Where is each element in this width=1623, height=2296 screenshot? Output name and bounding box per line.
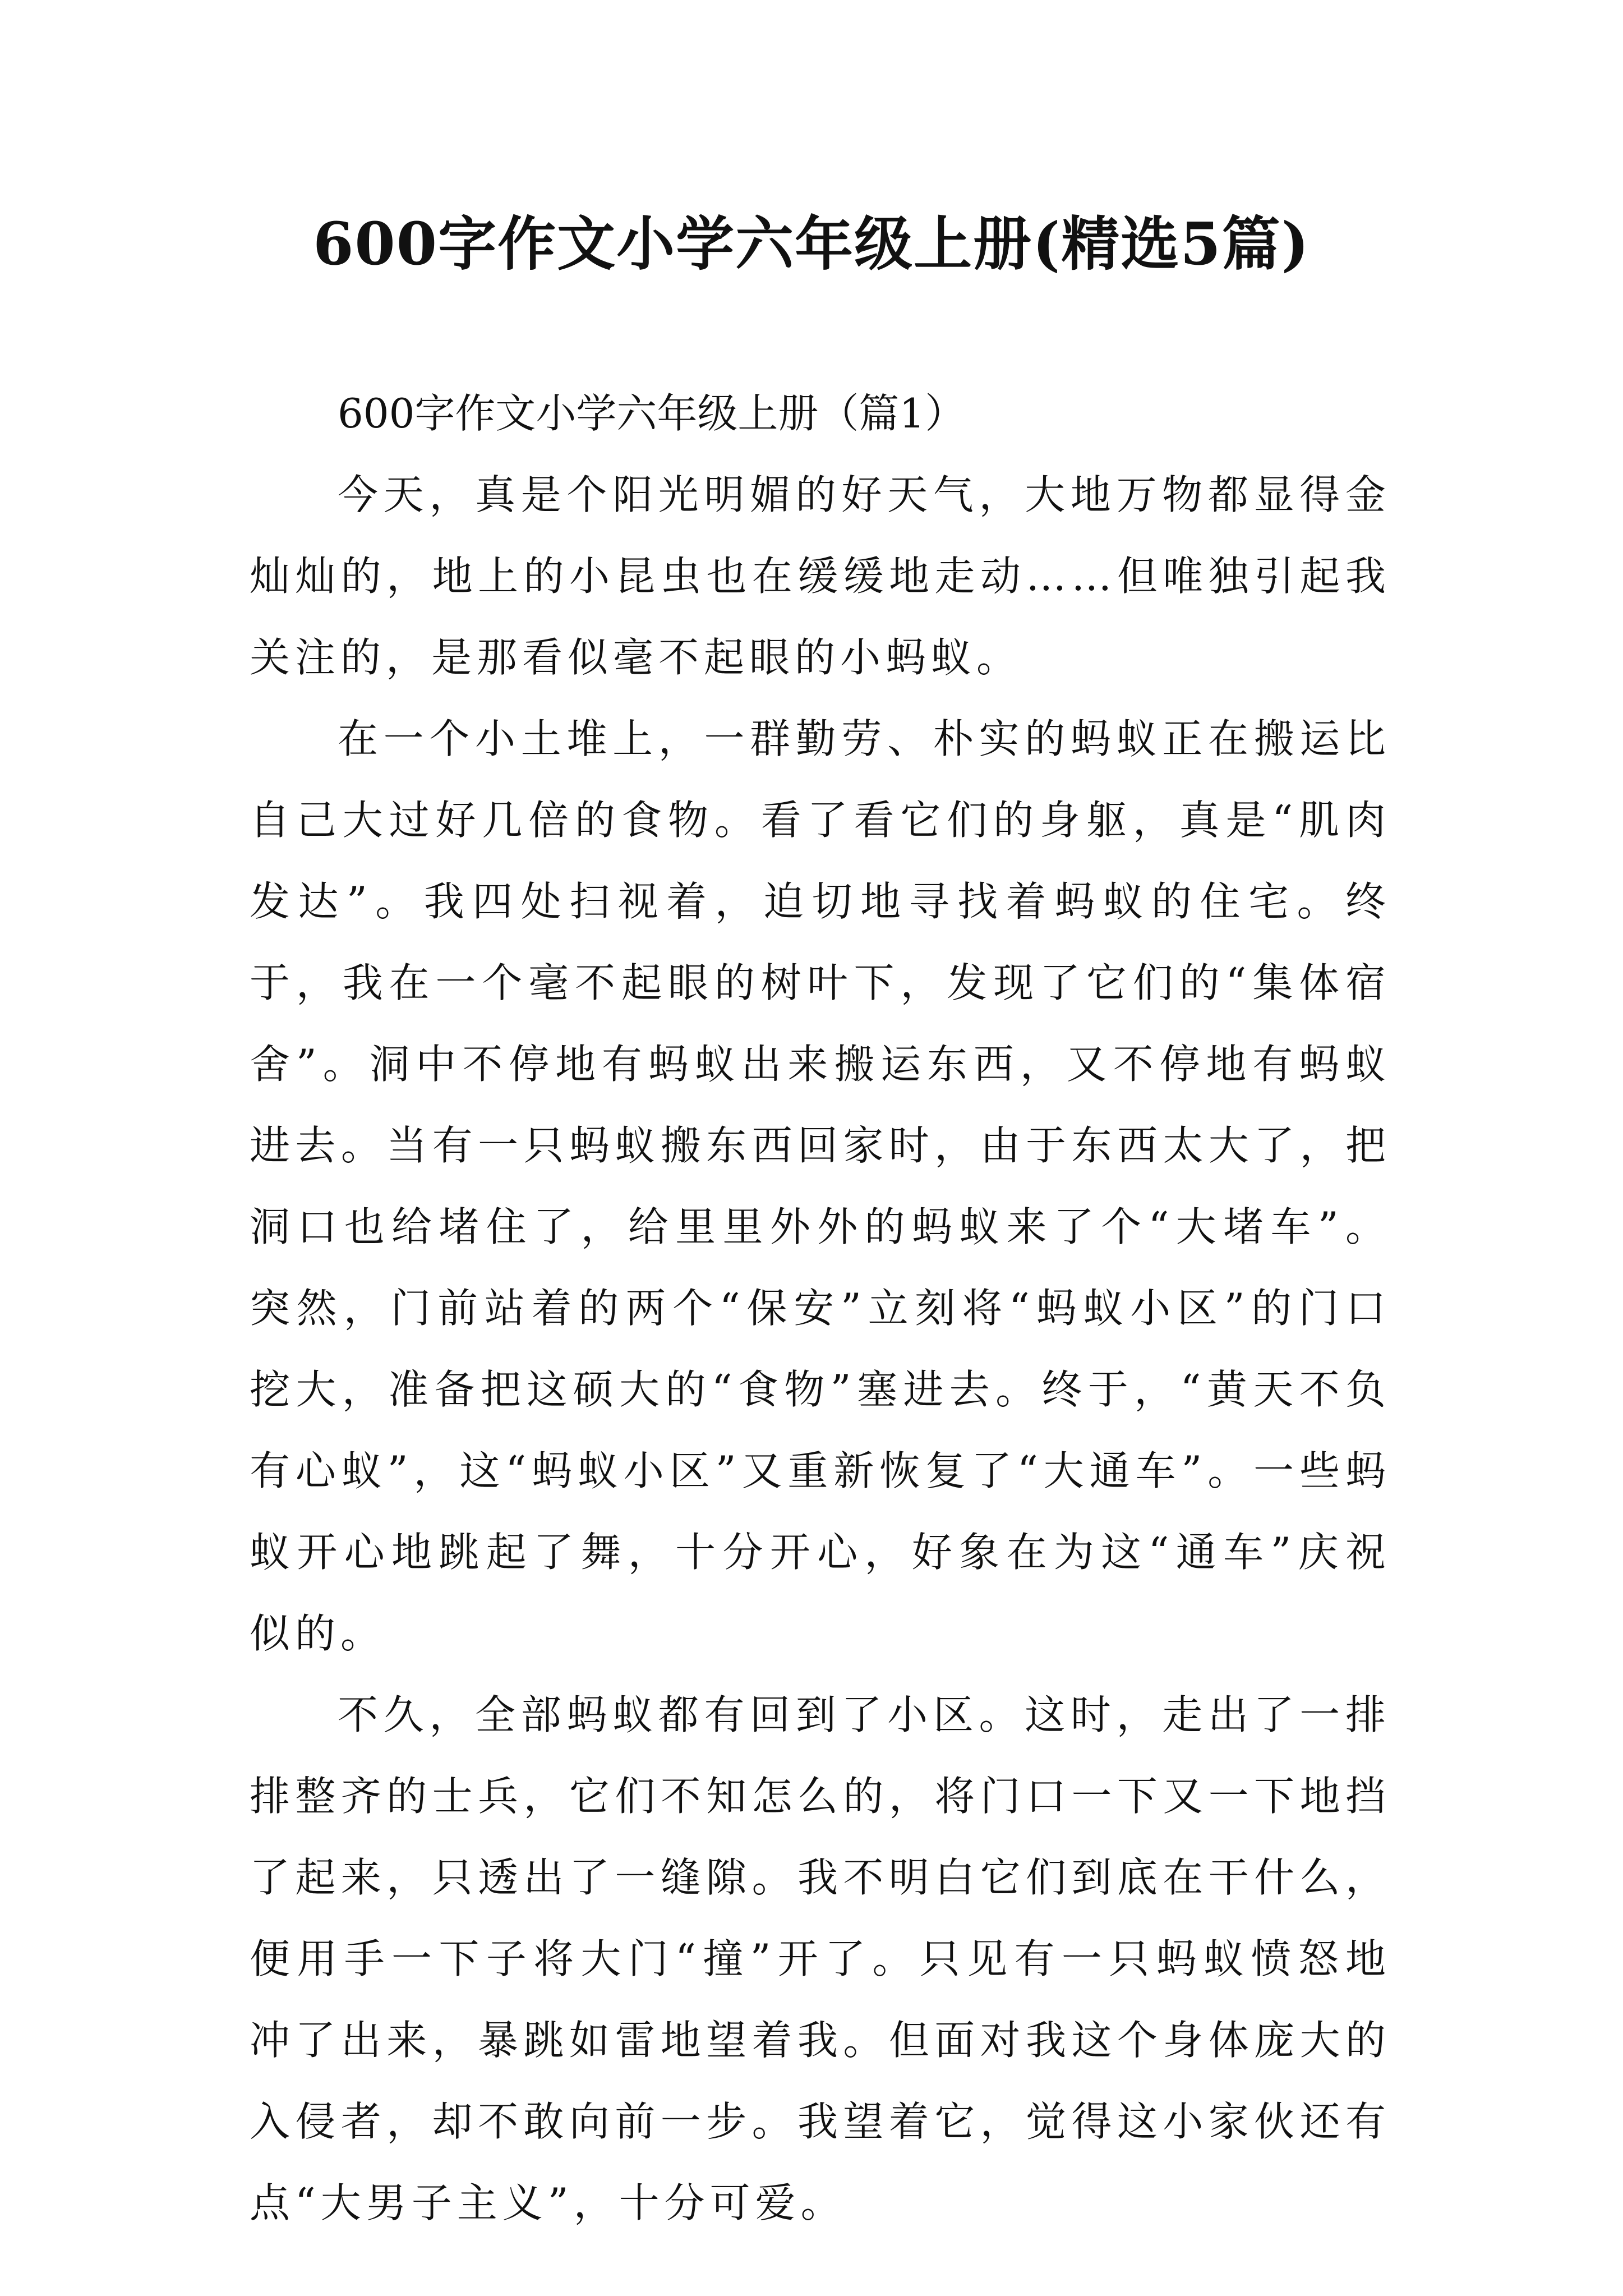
paragraph-3: 不久，全部蚂蚁都有回到了小区。这时，走出了一排排整齐的士兵，它们不知怎么的，将门口一下又一下地挡了起来，只透出了一缝隙。我不明白它们到底在干什么，便用手一下子将大门“撞”开了。只见有一只蚂蚁愤怒地冲了出来，暴跳如雷地望着我。但面对我这个身体庞大的入侵者，却不敢向前一步。我望着它，觉得这小家伙还有点“大男子主义”，十分可爱。 bbox=[250, 1691, 1391, 2226]
document-body bbox=[250, 373, 1391, 2244]
paragraph-2: 在一个小土堆上，一群勤劳、朴实的蚂蚁正在搬运比自己大过好几倍的食物。看了看它们的身躯，真是“肌肉发达”。我四处扫视着，迫切地寻找着蚂蚁的住宅。终于，我在一个毫不起眼的树叶下，发现了它们的“集体宿舍”。洞中不停地有蚂蚁出来搬运东西，又不停地有蚂蚁进去。当有一只蚂蚁搬东西回家时，由于东西太大了，把洞口也给堵住了，给里里外外的蚂蚁来了个“大堵车”。突然，门前站着的两个“保安”立刻将“蚂蚁小区”的门口挖大，准备把这硕大的“食物”塞进去。终于，“黄天不负有心蚁”，这“蚂蚁小区”又重新恢复了“大通车”。一些蚂蚁开心地跳起了舞，十分开心，好象在为这“通车”庆祝似的。 bbox=[250, 715, 1391, 1657]
section-heading: 600字作文小学六年级上册（篇1） bbox=[338, 390, 966, 437]
paragraph-1: 今天，真是个阳光明媚的好天气，大地万物都显得金灿灿的，地上的小昆虫也在缓缓地走动……但唯独引起我关注的，是那看似毫不起眼的小蚂蚁。 bbox=[250, 471, 1391, 681]
document-title: 600字作文小学六年级上册(精选5篇) bbox=[313, 209, 1310, 278]
